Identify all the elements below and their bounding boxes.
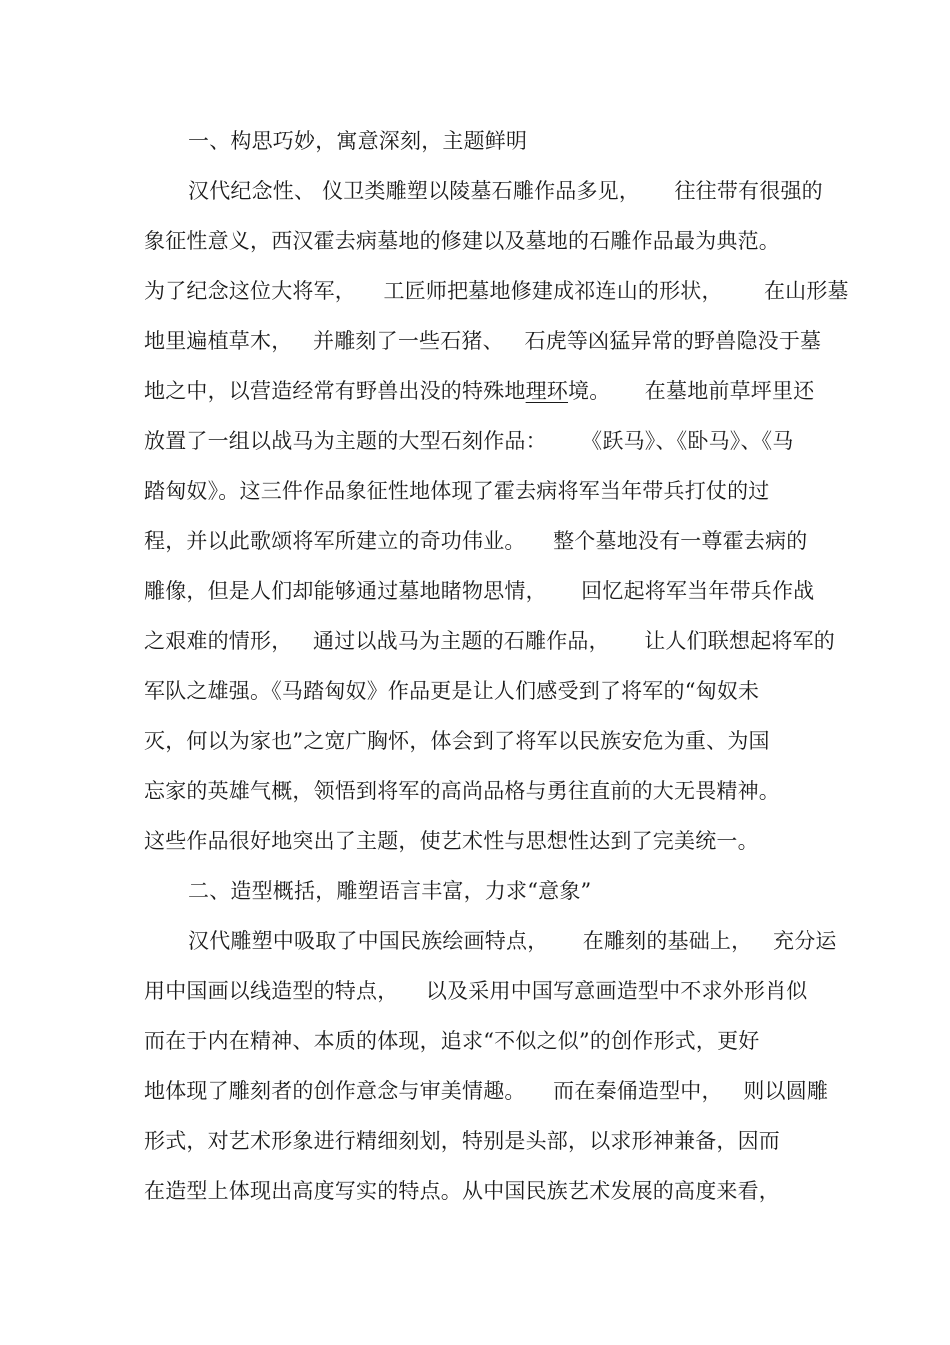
- paragraph-line: 灭，何以为家也”之宽广胸怀，体会到了将军以民族安危为重、为国: [144, 729, 770, 753]
- paragraph-line: 这些作品很好地突出了主题，使艺术性与思想性达到了完美统一。: [144, 829, 759, 853]
- paragraph-line: 汉代纪念性、 仪卫类雕塑以陵墓石雕作品多见， 往往带有很强的: [188, 179, 823, 203]
- underlined-text: 理环: [525, 379, 569, 403]
- paragraph-line: 程，并以此歌颂将军所建立的奇功伟业。 整个墓地没有一尊霍去病的: [144, 529, 808, 553]
- paragraph-line: 雕像，但是人们却能够通过墓地睹物思情， 回忆起将军当年带兵作战: [144, 579, 815, 603]
- paragraph-line: 在造型上体现出高度写实的特点。从中国民族艺术发展的高度来看，: [144, 1179, 780, 1203]
- paragraph-line: 形式，对艺术形象进行精细刻划，特别是头部，以求形神兼备，因而: [144, 1129, 780, 1153]
- paragraph-line: 汉代雕塑中吸取了中国民族绘画特点， 在雕刻的基础上， 充分运: [188, 929, 837, 953]
- heading-section-2: 二、造型概括，雕塑语言丰富，力求“意象”: [188, 879, 592, 903]
- text-segment: 境。 在墓地前草坪里还: [568, 379, 815, 403]
- paragraph-line: 军队之雄强。《马踏匈奴》作品更是让人们感受到了将军的“匈奴未: [144, 679, 760, 703]
- paragraph-line: 象征性意义，西汉霍去病墓地的修建以及墓地的石雕作品最为典范。: [144, 229, 780, 253]
- paragraph-line: 放置了一组以战马为主题的大型石刻作品： 《跃马》、《卧马》、《马: [144, 429, 794, 453]
- paragraph-line: 忘家的英雄气概，领悟到将军的高尚品格与勇往直前的大无畏精神。: [144, 779, 780, 803]
- paragraph-line: 为了纪念这位大将军， 工匠师把墓地修建成祁连山的形状， 在山形墓: [144, 279, 849, 303]
- paragraph-line: 踏匈奴》。这三件作品象征性地体现了霍去病将军当年带兵打仗的过: [144, 479, 770, 503]
- paragraph-line: [0, 374, 814, 408]
- paragraph-line: 地体现了雕刻者的创作意念与审美情趣。 而在秦俑造型中， 则以圆雕: [144, 1079, 829, 1103]
- paragraph-line: 之艰难的情形， 通过以战马为主题的石雕作品， 让人们联想起将军的: [144, 629, 835, 653]
- paragraph-line: 而在于内在精神、本质的体现，追求“不似之似”的创作形式，更好: [144, 1029, 760, 1053]
- paragraph-line: 地里遍植草木， 并雕刻了一些石猪、 石虎等凶猛异常的野兽隐没于墓: [144, 329, 822, 353]
- heading-section-1: 一、构思巧妙，寓意深刻，主题鲜明: [188, 129, 528, 153]
- paragraph-line: 用中国画以线造型的特点， 以及采用中国写意画造型中不求外形肖似: [144, 979, 808, 1003]
- text-segment: 地之中，以营造经常有野兽出没的特殊地: [144, 379, 526, 403]
